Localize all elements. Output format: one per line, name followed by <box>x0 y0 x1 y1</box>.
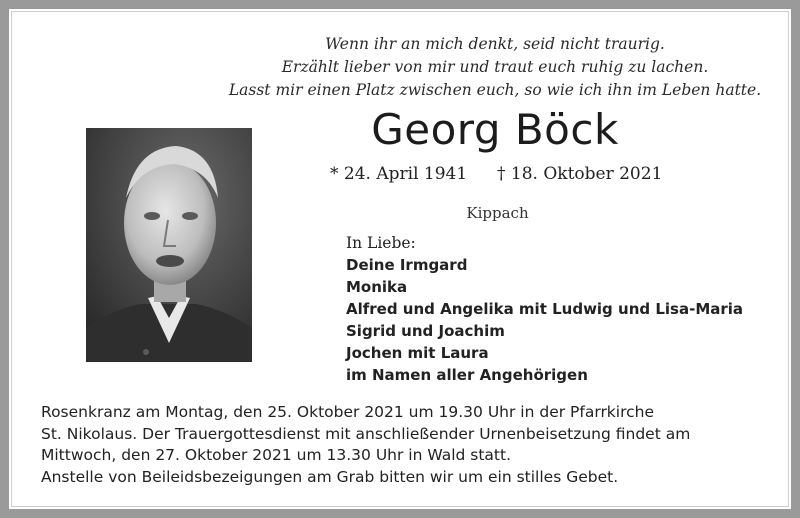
mourner: Deine Irmgard <box>346 256 468 274</box>
mourner: Monika <box>346 278 408 296</box>
portrait-photo <box>86 128 252 362</box>
mourner: Alfred und Angelika mit Ludwig und Lisa-Maria <box>346 300 744 318</box>
mourners-list <box>346 232 786 386</box>
home-place: Kippach <box>466 204 529 222</box>
mourner: Sigrid und Joachim <box>346 322 505 340</box>
deceased-name: Georg Böck <box>371 105 619 154</box>
life-dates <box>330 164 670 184</box>
mourner: Jochen mit Laura <box>346 344 489 362</box>
memorial-poem <box>215 33 775 102</box>
service-details <box>41 402 761 488</box>
birth-date: * 24. April 1941 <box>330 164 468 184</box>
poem-line: Erzählt lieber von mir und traut euch ruhig zu lachen. <box>281 58 709 76</box>
details-line: Mittwoch, den 27. Oktober 2021 um 13.30 Uhr in Wald statt. <box>41 446 511 464</box>
mourner: im Namen aller Angehörigen <box>346 366 588 384</box>
death-date: † 18. Oktober 2021 <box>497 164 663 184</box>
details-line: St. Nikolaus. Der Trauergottesdienst mit anschließender Urnenbeisetzung findet am <box>41 424 691 443</box>
portrait-illustration <box>86 128 252 362</box>
poem-line: Lasst mir einen Platz zwischen euch, so wie ich ihn im Leben hatte. <box>228 81 762 99</box>
mourners-intro: In Liebe: <box>346 234 416 252</box>
poem-line: Wenn ihr an mich denkt, seid nicht traurig. <box>325 35 665 53</box>
details-line: Rosenkranz am Montag, den 25. Oktober 2021 um 19.30 Uhr in der Pfarrkirche <box>41 403 655 421</box>
details-line: Anstelle von Beileidsbezeigungen am Grab bitten wir um ein stilles Gebet. <box>41 467 619 486</box>
